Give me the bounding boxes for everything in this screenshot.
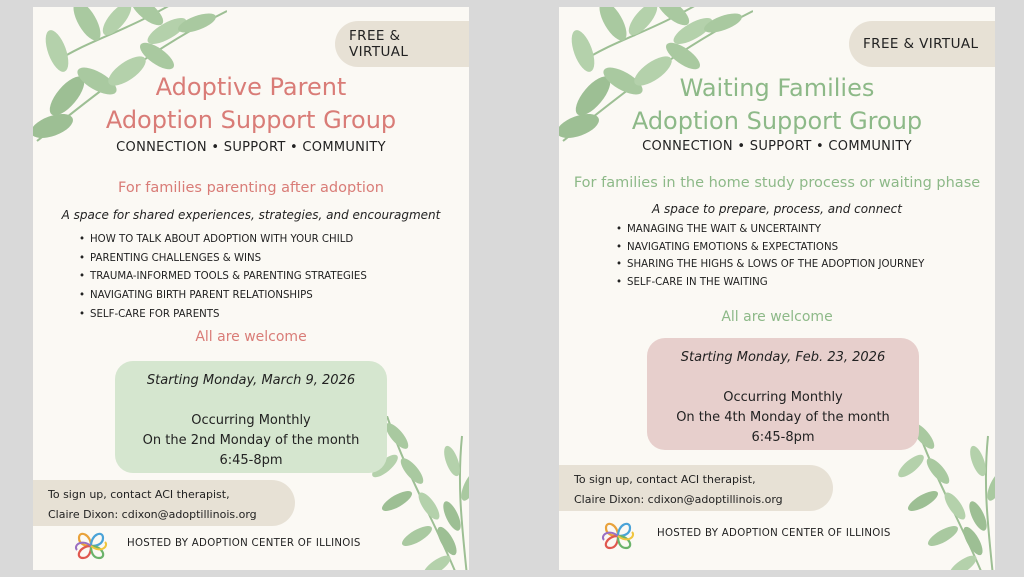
welcome-text: All are welcome bbox=[721, 309, 833, 325]
recurrence: On the 4th Monday of the month bbox=[676, 410, 890, 425]
contact-box bbox=[33, 480, 295, 526]
contact-line1: To sign up, contact ACI therapist, bbox=[574, 473, 756, 486]
start-date: Starting Monday, March 9, 2026 bbox=[146, 373, 356, 388]
free-virtual-badge: FREE & VIRTUAL bbox=[849, 21, 995, 67]
list-item: • NAVIGATING BIRTH PARENT RELATIONSHIPS bbox=[79, 287, 367, 306]
group-title-line1: Waiting Families bbox=[679, 74, 875, 102]
group-title-line2: Adoption Support Group bbox=[631, 107, 923, 135]
host-text: HOSTED BY ADOPTION CENTER OF ILLINOIS bbox=[657, 528, 891, 539]
free-virtual-badge: FREE & VIRTUAL bbox=[335, 21, 469, 67]
host-text: HOSTED BY ADOPTION CENTER OF ILLINOIS bbox=[127, 538, 361, 549]
start-date: Starting Monday, Feb. 23, 2026 bbox=[680, 350, 886, 365]
group-subtitle: A space for shared experiences, strategies, and encouragment bbox=[61, 208, 441, 222]
frequency: Occurring Monthly bbox=[191, 413, 311, 428]
welcome-text: All are welcome bbox=[195, 329, 307, 345]
contact-line2: Claire Dixon: cdixon@adoptillinois.org bbox=[48, 508, 257, 521]
flyer-adoptive-parent bbox=[33, 7, 469, 570]
list-item: • NAVIGATING EMOTIONS & EXPECTATIONS bbox=[616, 239, 924, 257]
schedule-box bbox=[115, 361, 387, 473]
frequency: Occurring Monthly bbox=[723, 390, 843, 405]
list-item: • HOW TO TALK ABOUT ADOPTION WITH YOUR CHILD bbox=[79, 231, 367, 250]
tagline: CONNECTION • SUPPORT • COMMUNITY bbox=[116, 140, 386, 155]
list-item: • SELF-CARE IN THE WAITING bbox=[616, 274, 924, 292]
adoption-center-logo-icon bbox=[596, 514, 640, 558]
topic-list bbox=[79, 231, 367, 324]
audience-heading: For families parenting after adoption bbox=[118, 180, 384, 196]
meeting-time: 6:45-8pm bbox=[751, 430, 815, 445]
contact-line1: To sign up, contact ACI therapist, bbox=[48, 488, 230, 501]
contact-line2: Claire Dixon: cdixon@adoptillinois.org bbox=[574, 493, 783, 506]
list-item: • SHARING THE HIGHS & LOWS OF THE ADOPTION JOURNEY bbox=[616, 256, 924, 274]
recurrence: On the 2nd Monday of the month bbox=[142, 433, 360, 448]
group-title-line1: Adoptive Parent bbox=[155, 73, 347, 101]
group-title bbox=[33, 71, 469, 137]
contact-box bbox=[559, 465, 833, 511]
list-item: • MANAGING THE WAIT & UNCERTAINTY bbox=[616, 221, 924, 239]
adoption-center-logo-icon bbox=[69, 524, 113, 568]
group-subtitle: A space to prepare, process, and connect bbox=[652, 202, 902, 216]
schedule-box bbox=[647, 338, 919, 450]
list-item: • PARENTING CHALLENGES & WINS bbox=[79, 250, 367, 269]
audience-heading: For families in the home study process or waiting phase bbox=[573, 175, 981, 191]
flyer-waiting-families bbox=[559, 7, 995, 570]
list-item: • SELF-CARE FOR PARENTS bbox=[79, 306, 367, 325]
group-title bbox=[559, 72, 995, 138]
topic-list bbox=[616, 221, 924, 291]
tagline: CONNECTION • SUPPORT • COMMUNITY bbox=[642, 139, 912, 154]
meeting-time: 6:45-8pm bbox=[219, 453, 283, 468]
list-item: • TRAUMA-INFORMED TOOLS & PARENTING STRATEGIES bbox=[79, 268, 367, 287]
group-title-line2: Adoption Support Group bbox=[105, 106, 397, 134]
